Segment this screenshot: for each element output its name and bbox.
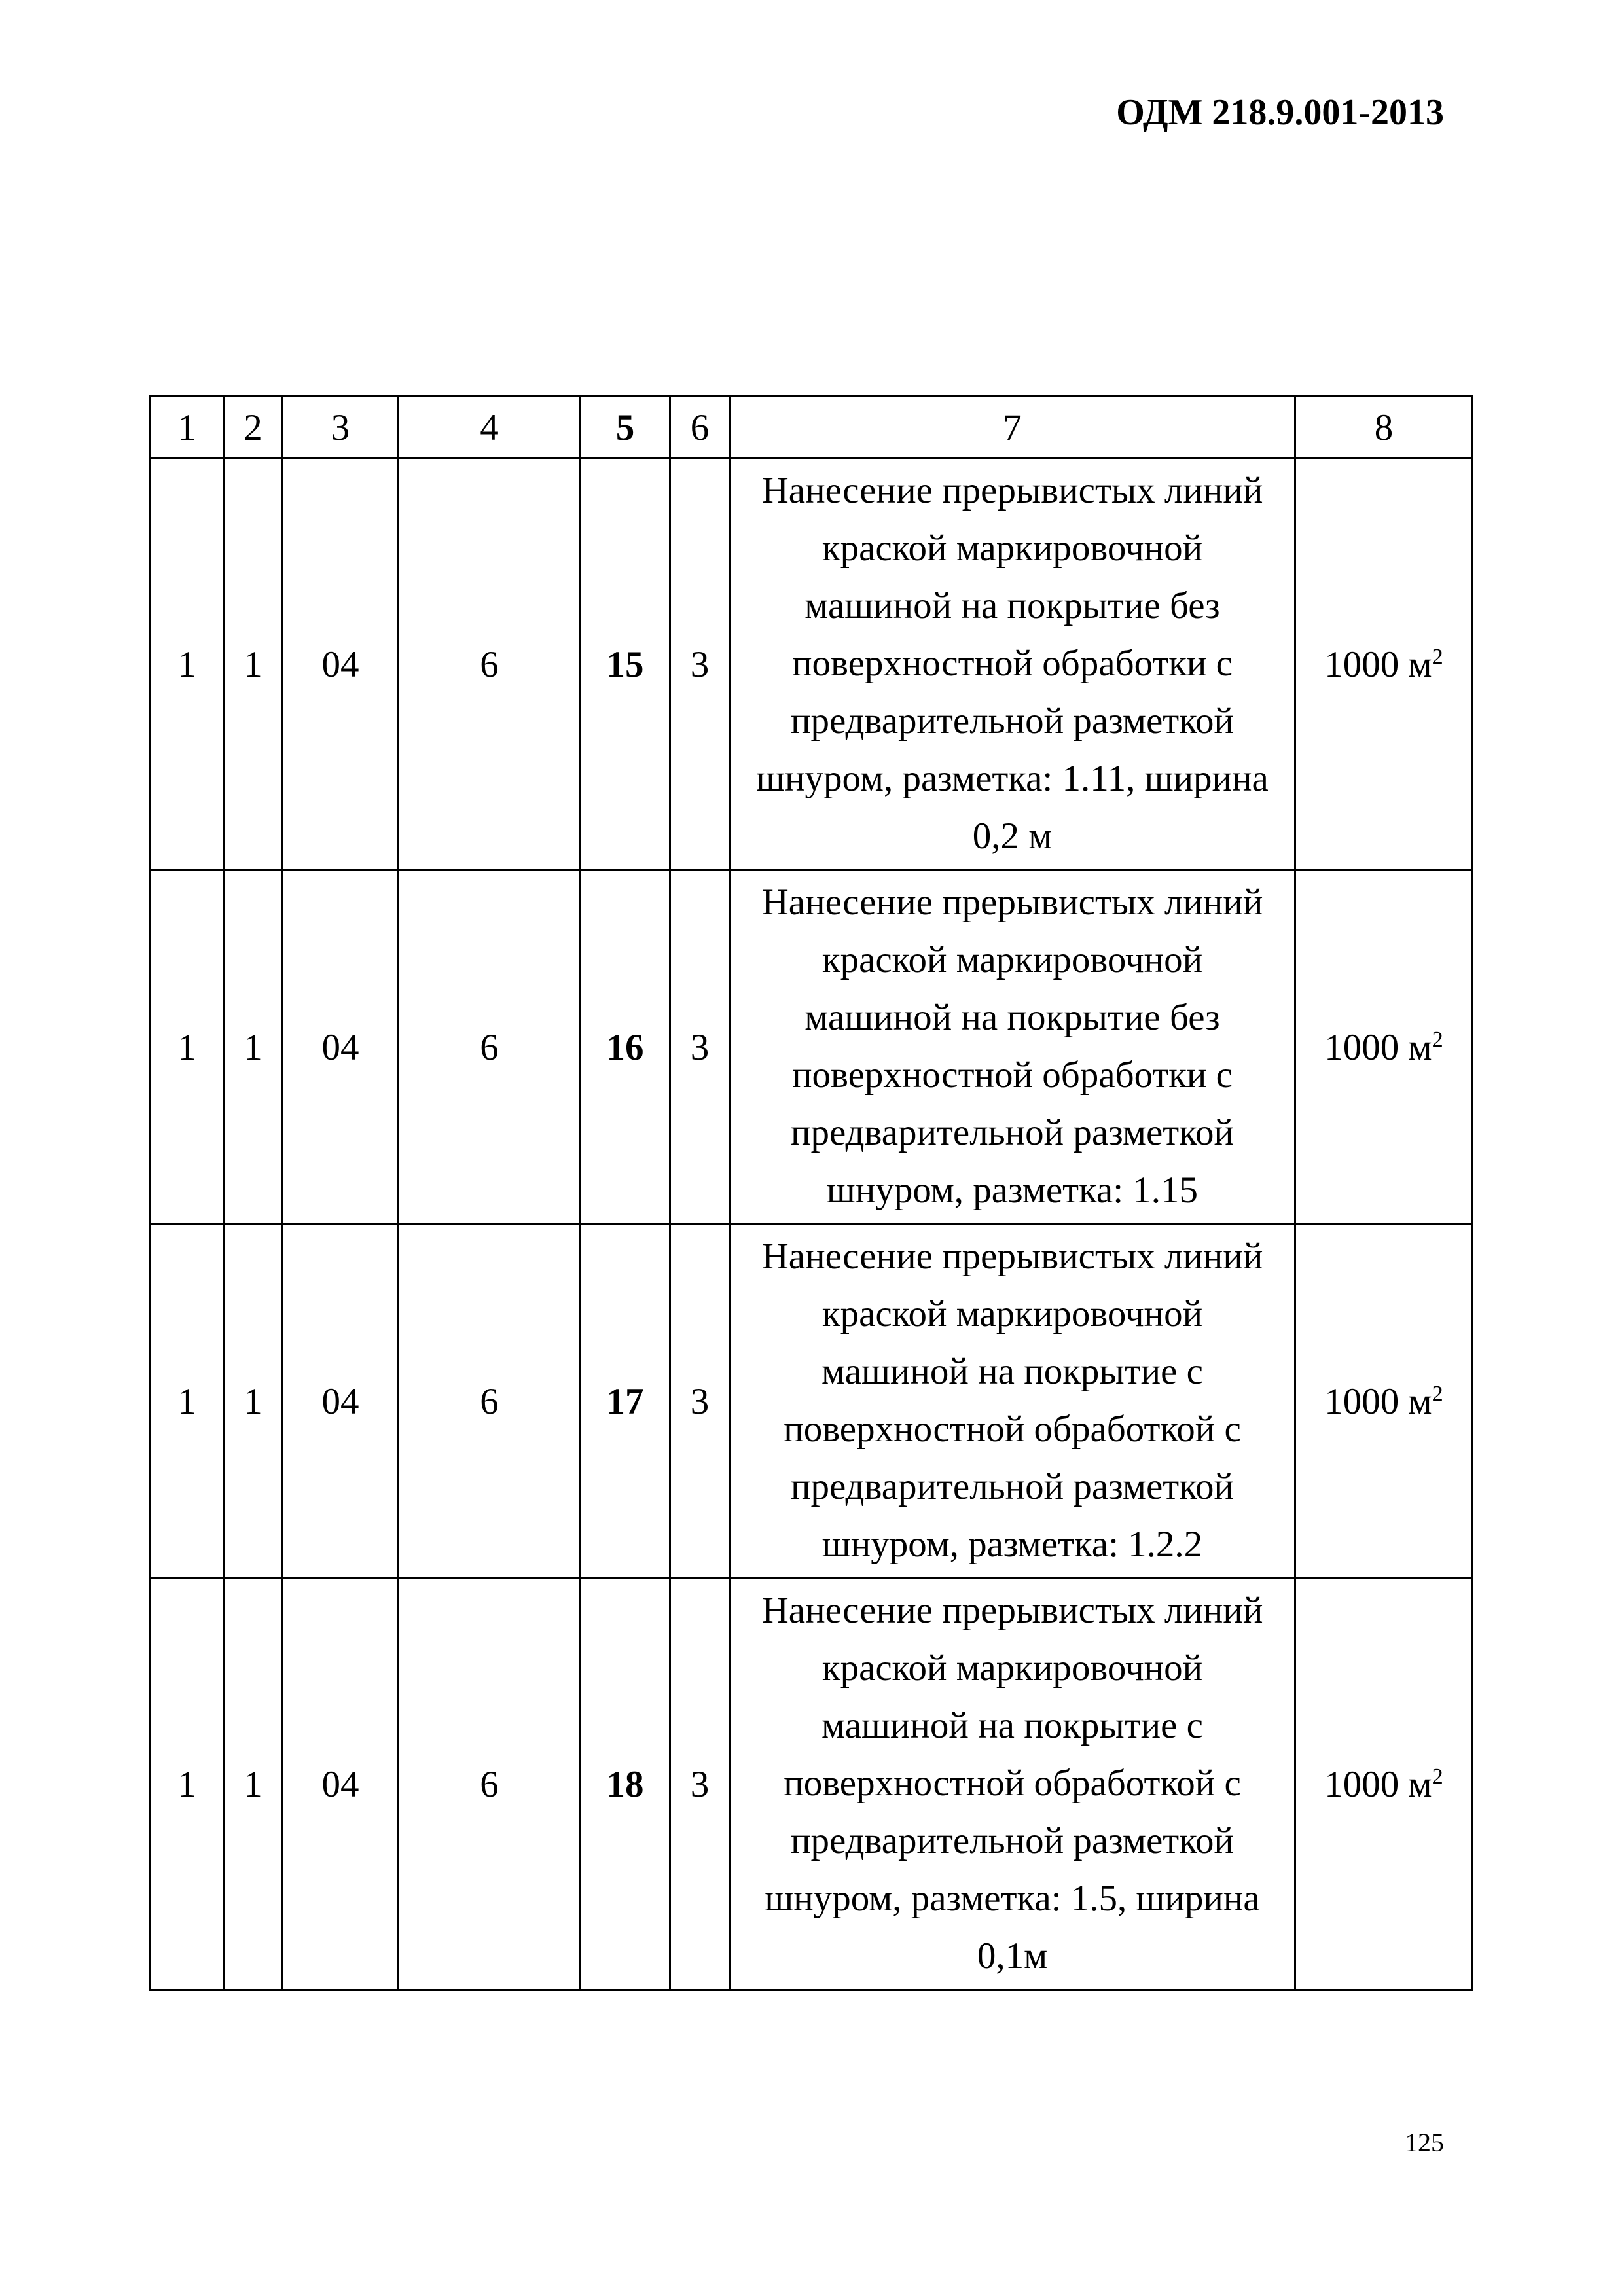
description-line: шнуром, разметка: 1.15 (826, 1170, 1199, 1211)
cell-col3: 04 (283, 1579, 399, 1990)
column-number: 6 (670, 397, 730, 459)
unit-value: 1000 м (1324, 1763, 1432, 1805)
description-line: машиной на покрытие без (804, 585, 1220, 626)
description-line: краской маркировочной (821, 528, 1203, 569)
unit-exponent: 2 (1432, 644, 1443, 669)
column-number: 8 (1295, 397, 1473, 459)
column-number: 3 (283, 397, 399, 459)
description-line: предварительной разметкой (790, 700, 1234, 742)
cell-col6: 3 (670, 459, 730, 870)
page-number: 125 (1405, 2128, 1444, 2157)
description-line: машиной на покрытие с (821, 1351, 1203, 1392)
table-row (151, 459, 1473, 870)
cell-col4: 6 (399, 1579, 581, 1990)
column-number: 2 (224, 397, 283, 459)
cell-unit (1295, 1579, 1473, 1990)
cell-col1: 1 (151, 459, 224, 870)
description-line: 0,1м (977, 1935, 1048, 1977)
cell-col4: 6 (399, 1225, 581, 1579)
cell-description (730, 1579, 1295, 1990)
description-line: машиной на покрытие без (804, 997, 1220, 1038)
description-line: краской маркировочной (821, 939, 1203, 980)
description-line: Нанесение прерывистых линий (761, 1590, 1263, 1631)
cell-unit (1295, 1225, 1473, 1579)
description-line: предварительной разметкой (790, 1112, 1234, 1153)
cell-col2: 1 (224, 1225, 283, 1579)
unit-exponent: 2 (1432, 1764, 1443, 1789)
cell-col1: 1 (151, 1225, 224, 1579)
cell-col6: 3 (670, 870, 730, 1225)
description-line: Нанесение прерывистых линий (761, 882, 1263, 923)
table-row (151, 1225, 1473, 1579)
cell-col1: 1 (151, 870, 224, 1225)
description-line: краской маркировочной (821, 1647, 1203, 1689)
column-number: 1 (151, 397, 224, 459)
description-line: предварительной разметкой (790, 1466, 1234, 1507)
description-line: поверхностной обработкой с (784, 1763, 1241, 1804)
column-number: 7 (730, 397, 1295, 459)
work-items-table (149, 395, 1473, 1991)
cell-col4: 6 (399, 870, 581, 1225)
column-number: 5 (581, 397, 670, 459)
cell-col5: 17 (581, 1225, 670, 1579)
column-number: 4 (399, 397, 581, 459)
document-code: ОДМ 218.9.001-2013 (1116, 92, 1444, 133)
unit-exponent: 2 (1432, 1027, 1443, 1052)
cell-col4: 6 (399, 459, 581, 870)
description-line: поверхностной обработки с (792, 643, 1233, 684)
description-line: поверхностной обработкой с (784, 1408, 1241, 1450)
cell-unit (1295, 459, 1473, 870)
cell-col5: 16 (581, 870, 670, 1225)
cell-col5: 18 (581, 1579, 670, 1990)
column-number-row (151, 397, 1473, 459)
unit-value: 1000 м (1324, 643, 1432, 685)
description-line: шнуром, разметка: 1.2.2 (821, 1524, 1203, 1565)
description-line: Нанесение прерывистых линий (761, 470, 1263, 511)
cell-col1: 1 (151, 1579, 224, 1990)
cell-col6: 3 (670, 1579, 730, 1990)
cell-col3: 04 (283, 1225, 399, 1579)
cell-col3: 04 (283, 870, 399, 1225)
unit-exponent: 2 (1432, 1381, 1443, 1406)
description-line: поверхностной обработки с (792, 1054, 1233, 1096)
description-line: 0,2 м (972, 816, 1053, 857)
cell-description (730, 870, 1295, 1225)
description-line: машиной на покрытие с (821, 1705, 1203, 1746)
cell-col2: 1 (224, 1579, 283, 1990)
unit-value: 1000 м (1324, 1026, 1432, 1068)
cell-unit (1295, 870, 1473, 1225)
description-line: шнуром, разметка: 1.5, ширина (765, 1878, 1260, 1919)
description-line: краской маркировочной (821, 1293, 1203, 1335)
cell-col2: 1 (224, 870, 283, 1225)
cell-col2: 1 (224, 459, 283, 870)
description-line: Нанесение прерывистых линий (761, 1236, 1263, 1277)
description-line: шнуром, разметка: 1.11, ширина (756, 758, 1269, 799)
cell-description (730, 459, 1295, 870)
cell-col3: 04 (283, 459, 399, 870)
cell-col5: 15 (581, 459, 670, 870)
cell-description (730, 1225, 1295, 1579)
unit-value: 1000 м (1324, 1380, 1432, 1422)
description-line: предварительной разметкой (790, 1820, 1234, 1861)
cell-col6: 3 (670, 1225, 730, 1579)
table-row (151, 1579, 1473, 1990)
table-row (151, 870, 1473, 1225)
